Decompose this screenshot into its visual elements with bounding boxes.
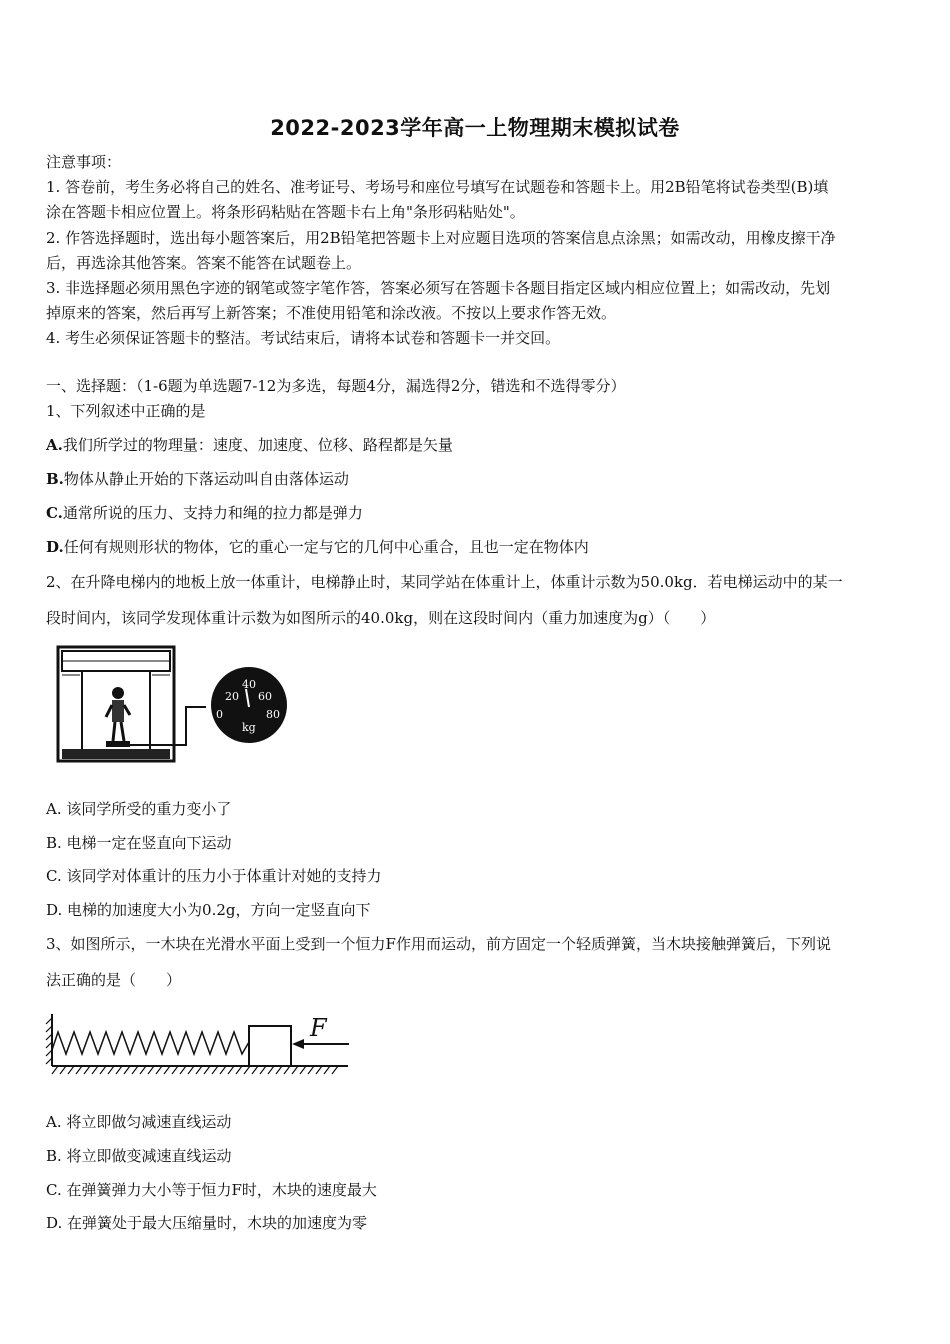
floor-hatch [188, 1066, 194, 1074]
floor-hatch [260, 1066, 266, 1074]
question-2-stem-line: 段时间内，该同学发现体重计示数为如图所示的40.0kg，则在这段时间内（重力加速度为g）（ ） [46, 609, 716, 627]
floor-hatch [140, 1066, 146, 1074]
gauge-unit: kg [242, 721, 256, 734]
floor-hatch [332, 1066, 338, 1074]
question-1-option-c: C.通常所说的压力、支持力和绳的拉力都是弹力 [46, 504, 363, 522]
question-1-stem: 1、下列叙述中正确的是 [46, 402, 206, 420]
question-1-option-d: D.任何有规则形状的物体，它的重心一定与它的几何中心重合，且也一定在物体内 [46, 538, 589, 556]
floor-hatch [276, 1066, 282, 1074]
notice-line: 掉原来的答案，然后再写上新答案；不准使用铅笔和涂改液。不按以上要求作答无效。 [46, 304, 617, 322]
floor-hatch [292, 1066, 298, 1074]
floor-hatch [60, 1066, 66, 1074]
elevator-scale-figure [56, 645, 292, 765]
floor-hatch [268, 1066, 274, 1074]
floor-hatch [284, 1066, 290, 1074]
floor-hatch [300, 1066, 306, 1074]
floor-hatch [180, 1066, 186, 1074]
question-2-stem-line: 2、在升降电梯内的地板上放一体重计，电梯静止时，某同学站在体重计上，体重计示数为50.0kg．若电梯运动中的某一 [46, 573, 843, 591]
floor-hatch [132, 1066, 138, 1074]
question-1-option-a: A.我们所学过的物理量：速度、加速度、位移、路程都是矢量 [46, 436, 453, 454]
floor-hatch [244, 1066, 250, 1074]
floor-hatch [100, 1066, 106, 1074]
floor-hatch [76, 1066, 82, 1074]
wood-block [249, 1026, 291, 1066]
floor-hatch [84, 1066, 90, 1074]
notice-line: 4. 考生必须保证答题卡的整洁。考试结束后，请将本试卷和答题卡一并交回。 [46, 329, 561, 347]
floor-hatch [148, 1066, 154, 1074]
question-2-option-a: A. 该同学所受的重力变小了 [46, 800, 232, 818]
force-label: F [310, 1014, 327, 1042]
notice-line: 2. 作答选择题时，选出每小题答案后，用2B铅笔把答题卡上对应题目选项的答案信息点涂黑；如需改动，用橡皮擦干净 [46, 229, 836, 247]
spring [52, 1032, 249, 1054]
question-3-stem-line: 3、如图所示，一木块在光滑水平面上受到一个恒力F作用而运动，前方固定一个轻质弹簧，当木块接触弹簧后，下列说 [46, 935, 831, 953]
floor-hatch [68, 1066, 74, 1074]
person-icon [106, 687, 130, 747]
spring-block-figure [44, 1008, 350, 1080]
floor-hatch [316, 1066, 322, 1074]
notice-heading: 注意事项： [46, 153, 122, 171]
gauge-tick-20: 20 [225, 690, 239, 703]
notice-line: 涂在答题卡相应位置上。将条形码粘贴在答题卡右上角"条形码粘贴处"。 [46, 203, 525, 221]
question-3-stem-line: 法正确的是（ ） [46, 971, 182, 989]
floor-hatch [108, 1066, 114, 1074]
section-heading: 一、选择题：（1-6题为单选题7-12为多选，每题4分，漏选得2分，错选和不选得零分） [46, 377, 626, 395]
question-3-option-d: D. 在弹簧处于最大压缩量时，木块的加速度为零 [46, 1214, 368, 1232]
page-title: 2022-2023学年高一上物理期末模拟试卷 [270, 116, 680, 140]
notice-line: 3. 非选择题必须用黑色字迹的钢笔或签字笔作答，答案必须写在答题卡各题目指定区域内相应位置上；如需改动，先划 [46, 279, 831, 297]
question-2-option-b: B. 电梯一定在竖直向下运动 [46, 834, 232, 852]
question-3-option-c: C. 在弹簧弹力大小等于恒力F时，木块的速度最大 [46, 1181, 377, 1199]
floor-hatch [228, 1066, 234, 1074]
floor-hatch [212, 1066, 218, 1074]
floor-hatch [124, 1066, 130, 1074]
floor-hatch [164, 1066, 170, 1074]
floor-hatch [52, 1066, 58, 1074]
floor-hatch [204, 1066, 210, 1074]
question-3-option-a: A. 将立即做匀减速直线运动 [46, 1113, 232, 1131]
floor-hatch [308, 1066, 314, 1074]
gauge-tick-80: 80 [266, 708, 280, 721]
gauge-tick-0: 0 [216, 708, 223, 721]
question-2-option-c: C. 该同学对体重计的压力小于体重计对她的支持力 [46, 867, 382, 885]
floor-hatch [324, 1066, 330, 1074]
floor-hatch [220, 1066, 226, 1074]
notice-line: 后，再选涂其他答案。答案不能答在试题卷上。 [46, 254, 362, 272]
gauge-tick-40: 40 [242, 678, 256, 691]
question-2-option-d: D. 电梯的加速度大小为0.2g，方向一定竖直向下 [46, 901, 371, 919]
floor-hatch [236, 1066, 242, 1074]
floor-hatch [116, 1066, 122, 1074]
floor-hatch [196, 1066, 202, 1074]
floor-hatch [92, 1066, 98, 1074]
floor-hatch [252, 1066, 258, 1074]
notice-line: 1. 答卷前，考生务必将自己的姓名、准考证号、考场号和座位号填写在试题卷和答题卡上。用2B铅笔将试卷类型(B)填 [46, 178, 829, 196]
floor-hatch [156, 1066, 162, 1074]
question-3-option-b: B. 将立即做变减速直线运动 [46, 1147, 232, 1165]
gauge-tick-60: 60 [258, 690, 272, 703]
floor-hatch [172, 1066, 178, 1074]
question-1-option-b: B.物体从静止开始的下落运动叫自由落体运动 [46, 470, 349, 488]
